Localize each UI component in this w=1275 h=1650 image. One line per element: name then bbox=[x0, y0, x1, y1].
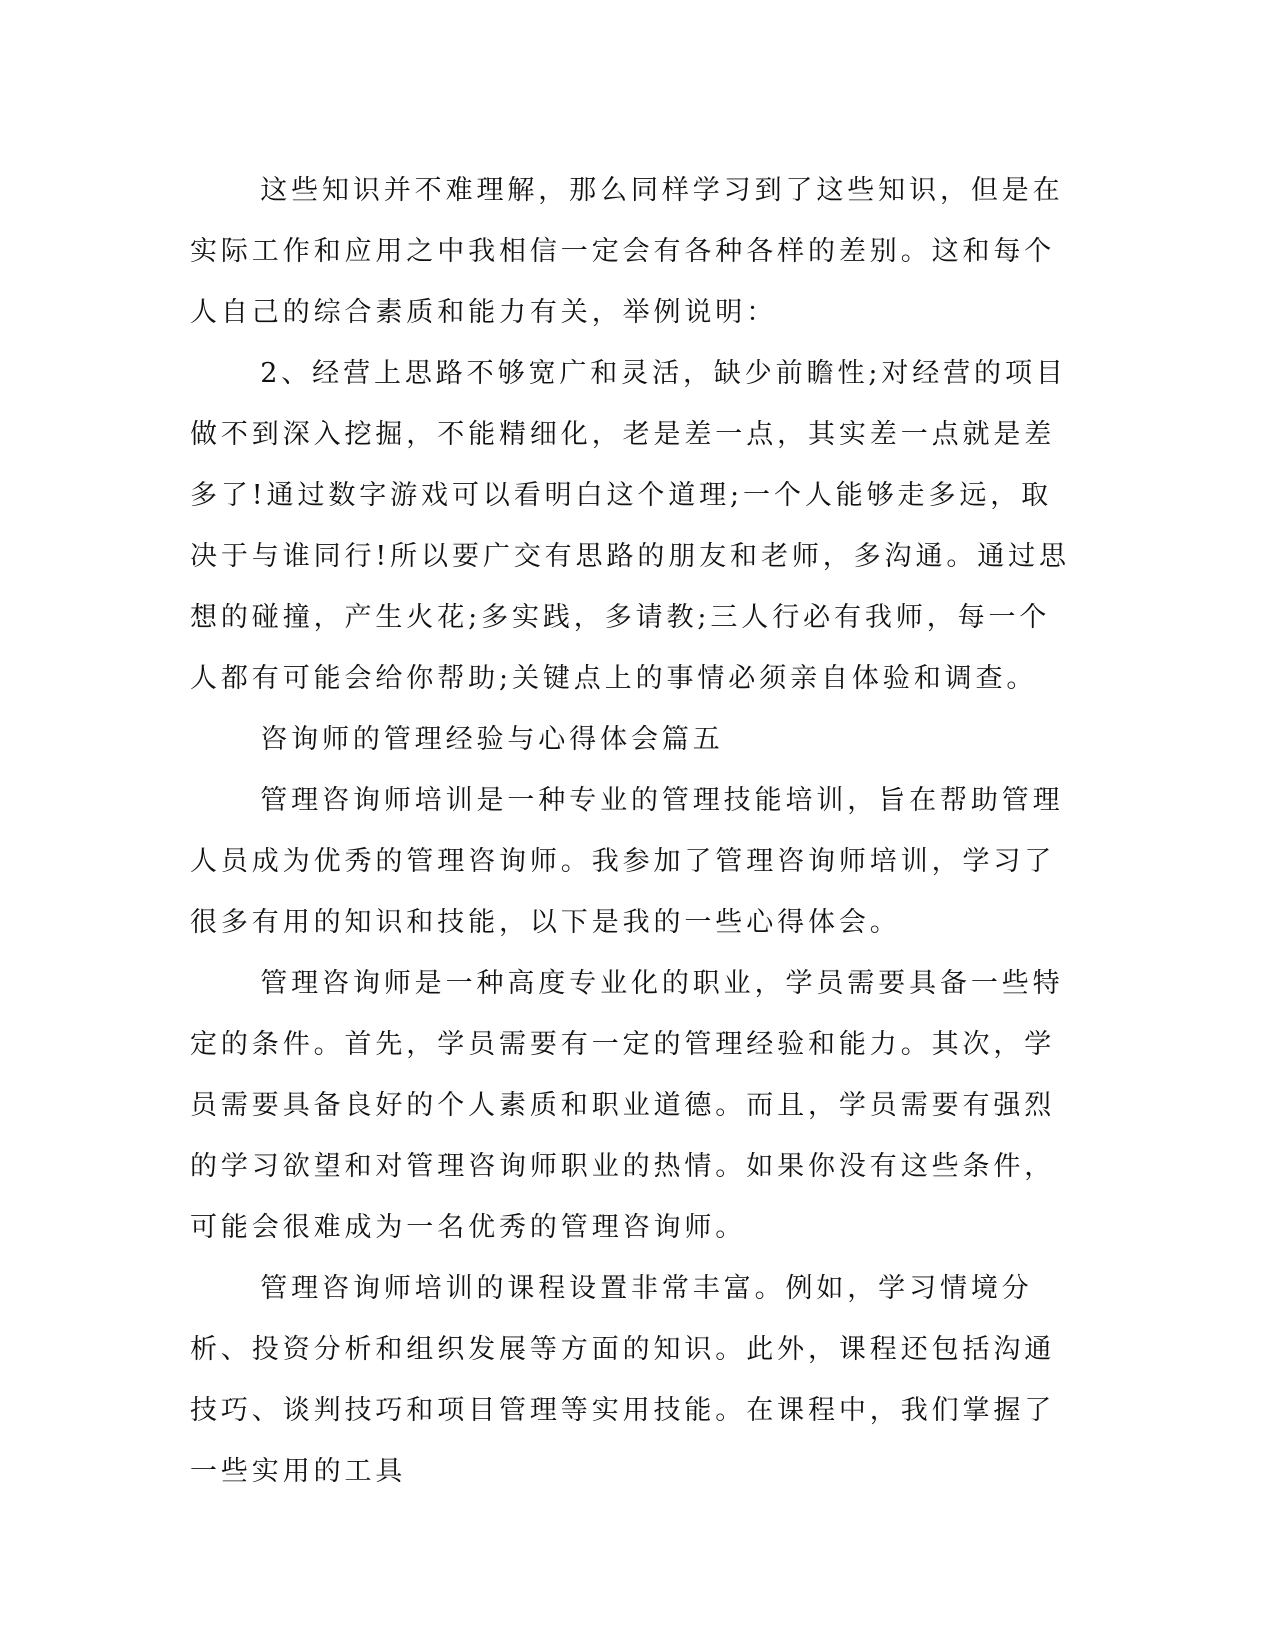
section-heading: 咨询师的管理经验与心得体会篇五 bbox=[260, 724, 724, 755]
paragraph: 管理咨询师培训是一种专业的管理技能培训，旨在帮助管理人员成为优秀的管理咨询师。我参加了管理咨询师培训，学习了很多有用的知识和技能，以下是我的一些心得体会。 bbox=[190, 785, 1064, 938]
paragraph: 管理咨询师培训的课程设置非常丰富。例如，学习情境分析、投资分析和组织发展等方面的知识。此外，课程还包括沟通技巧、谈判技巧和项目管理等实用技能。在课程中，我们掌握了一些实用的工具 bbox=[190, 1273, 1056, 1487]
paragraph: 管理咨询师是一种高度专业化的职业，学员需要具备一些特定的条件。首先，学员需要有一定的管理经验和能力。其次，学员需要具备良好的个人素质和职业道德。而且，学员需要有强烈的学习欲望和对管理咨询师职业的热情。如果你没有这些条件，可能会很难成为一名优秀的管理咨询师。 bbox=[190, 968, 1064, 1243]
document-body bbox=[190, 160, 1080, 1502]
paragraph: 2、经营上思路不够宽广和灵活，缺少前瞻性;对经营的项目做不到深入挖掘，不能精细化，老是差一点，其实差一点就是差多了!通过数字游戏可以看明白这个道理;一个人能够走多远，取决于与谁同行!所以要广交有思路的朋友和老师，多沟通。通过思想的碰撞，产生火花;多实践，多请教;三人行必有我师，每一个人都有可能会给你帮助;关键点上的事情必须亲自体验和调查。 bbox=[190, 358, 1070, 694]
paragraph: 这些知识并不难理解，那么同样学习到了这些知识，但是在实际工作和应用之中我相信一定会有各种各样的差别。这和每个人自己的综合素质和能力有关，举例说明： bbox=[190, 175, 1064, 328]
